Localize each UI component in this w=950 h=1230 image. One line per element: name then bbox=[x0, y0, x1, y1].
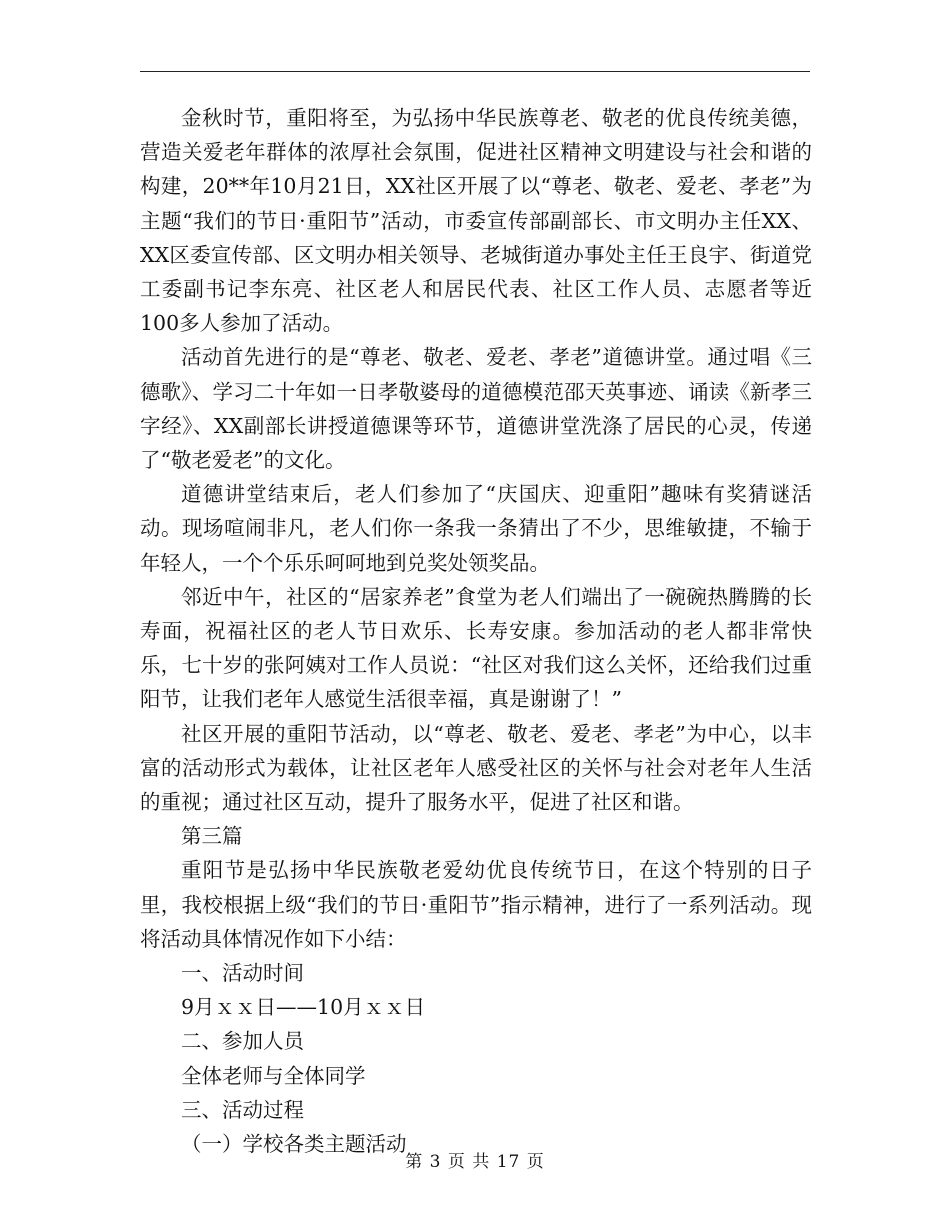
list-item-time-heading: 一、活动时间 bbox=[181, 961, 304, 986]
list-item-participants-value: 全体老师与全体同学 bbox=[181, 1063, 366, 1088]
paragraph-5: 社区开展的重阳节活动，以“尊老、敬老、爱老、孝老”为中心，以丰富的活动形式为载体，让社区老年人感受社区的关怀与社会对老年人生活的重视；通过社区互动，提升了服务水平，促进了社区和谐。 bbox=[140, 721, 812, 815]
paragraph-2: 活动首先进行的是“尊老、敬老、爱老、孝老”道德讲堂。通过唱《三德歌》、学习二十年如一日孝敬婆母的道德模范邵天英事迹、诵读《新孝三字经》、XX副部长讲授道德课等环节，道德讲堂洗涤了居民的心灵，传递了“敬老爱老”的文化。 bbox=[140, 345, 812, 473]
paragraph-4: 邻近中午，社区的“居家养老”食堂为老人们端出了一碗碗热腾腾的长寿面，祝福社区的老人节日欢乐、长寿安康。参加活动的老人都非常快乐，七十岁的张阿姨对工作人员说：“社区对我们这么关怀，还给我们过重阳节，让我们老年人感觉生活很幸福，真是谢谢了！” bbox=[140, 584, 812, 712]
list-item-participants-heading: 二、参加人员 bbox=[181, 1029, 304, 1054]
header-rule bbox=[140, 71, 810, 72]
list-item-time-value: 9月ｘｘ日——10月ｘｘ日 bbox=[181, 995, 426, 1020]
list-item-process-sub: （一）学校各类主题活动 bbox=[181, 1132, 407, 1157]
page-number: 第 3 页 共 17 页 bbox=[405, 1152, 545, 1172]
section-paragraph: 重阳节是弘扬中华民族敬老爱幼优良传统节日，在这个特别的日子里，我校根据上级“我们的节日·重阳节”指示精神，进行了一系列活动。现将活动具体情况作如下小结： bbox=[140, 858, 812, 951]
paragraph-1: 金秋时节，重阳将至，为弘扬中华民族尊老、敬老的优良传统美德，营造关爱老年群体的浓厚社会氛围，促进社区精神文明建设与社会和谐的构建，20**年10月21日，XX社区开展了以“尊老、敬老、爱老、孝老”为主题“我们的节日·重阳节”活动，市委宣传部副部长、市文明办主任XX、XX区委宣传部、区文明办相关领导、老城街道办事处主任王良宇、街道党工委副书记李东亮、社区老人和居民代表、社区工作人员、志愿者等近100多人参加了活动。 bbox=[140, 106, 812, 336]
document-body bbox=[140, 101, 812, 1161]
paragraph-3: 道德讲堂结束后，老人们参加了“庆国庆、迎重阳”趣味有奖猜谜活动。现场喧闹非凡，老人们你一条我一条猜出了不少，思维敏捷，不输于年轻人，一个个乐乐呵呵地到兑奖处领奖品。 bbox=[140, 482, 812, 575]
list-item-process-heading: 三、活动过程 bbox=[181, 1097, 304, 1122]
section-title: 第三篇 bbox=[181, 824, 243, 849]
